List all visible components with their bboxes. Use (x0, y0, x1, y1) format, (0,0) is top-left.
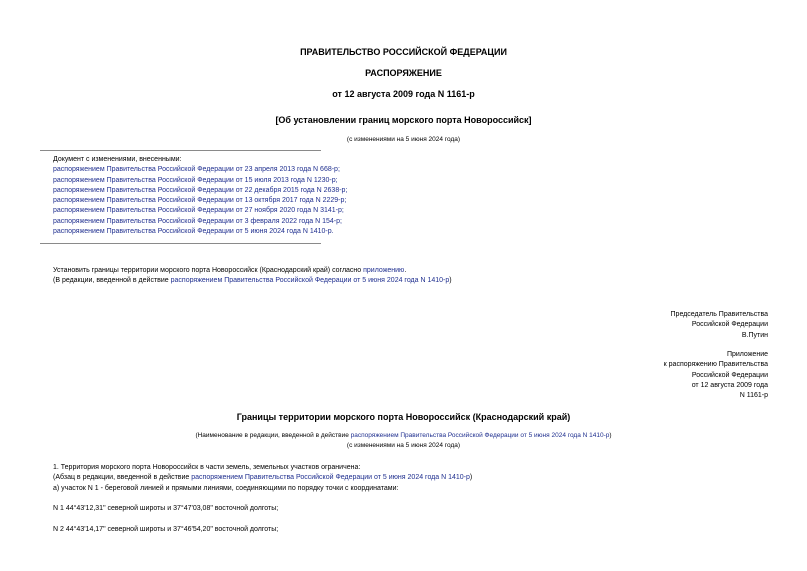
paragraph-1a: а) участок N 1 - береговой линией и прямыми линиями, соединяющими по порядку точки с координатами: (53, 484, 399, 492)
amendment-link[interactable]: распоряжением Правительства Российской Федерации от 15 июля 2013 года N 1230-р; (53, 176, 338, 184)
edit-note-prefix: (В редакции, введенной в действие (53, 277, 171, 285)
appendix-section-1: 1. Территория морского порта Новороссийск в части земель, земельных участков ограничена: (Абзац в редакции, введенной в действие распоряжением Правительства Российской Федерации от 5 июня 2024 года N 1410-р) а) участок N 1 - береговой линией и прямыми линиями, соединяющими по порядку точки с координатами: (53, 463, 472, 494)
appendix-revision-note: (с изменениями на 5 июня 2024 года) (346, 442, 461, 449)
paragraph-1: 1. Территория морского порта Новороссийск в части земель, земельных участков ограничена: (53, 464, 361, 471)
document-date-number: от 12 августа 2009 года N 1161-р (332, 89, 475, 99)
divider-bottom (40, 243, 321, 244)
signature-position: Председатель Правительства (670, 311, 768, 318)
amendment-link[interactable]: распоряжением Правительства Российской Федерации от 23 апреля 2013 года N 668-р; (53, 166, 340, 174)
amendments-intro: Документ с изменениями, внесенными: (53, 156, 182, 163)
amendments-list (53, 155, 347, 237)
revision-note: (с изменениями на 5 июня 2024 года) (346, 136, 461, 143)
document-title: [Об установлении границ морского порта Новороссийск] (275, 115, 532, 125)
paragraph-1-edit-link[interactable]: распоряжением Правительства Российской Федерации от 5 июня 2024 года N 1410-р (191, 474, 470, 482)
edit-note-link[interactable]: распоряжением Правительства Российской Федерации от 5 июня 2024 года N 1410-р (170, 277, 450, 285)
appendix-reference: Приложение к распоряжению Правительства Российской Федерации от 12 августа 2009 года N 1161-р (663, 351, 768, 400)
signature-block (671, 310, 768, 341)
appendix-title: Границы территории морского порта Новороссийск (Краснодарский край) (236, 412, 571, 422)
amendment-link[interactable]: распоряжением Правительства Российской Федерации от 5 июня 2024 года N 1410-р. (53, 228, 334, 236)
signature-name: В.Путин (741, 331, 768, 339)
document-type: РАСПОРЯЖЕНИЕ (365, 68, 442, 78)
appendix-link[interactable]: приложению (363, 267, 405, 274)
appendix-name-note: (Наименование в редакции, введенной в действие распоряжением Правительства Российской Федерации от 5 июня 2024 года N 1410-р) (195, 432, 612, 439)
main-paragraph: Установить границы территории морского порта Новороссийск (Краснодарский край) согласно приложению. (В редакции, введенной в действие распоряжением Правительства Российской Федерации от 5 июня 2024 года N 1410-р) (53, 267, 452, 285)
divider-top (40, 150, 321, 151)
main-text: Установить границы территории морского порта Новороссийск (Краснодарский край) согласно (53, 267, 364, 274)
amendment-link[interactable]: распоряжением Правительства Российской Федерации от 13 октября 2017 года N 2229-р; (53, 197, 347, 205)
amendment-link[interactable]: распоряжением Правительства Российской Федерации от 3 февраля 2022 года N 154-р; (53, 217, 342, 225)
org-name: ПРАВИТЕЛЬСТВО РОССИЙСКОЙ ФЕДЕРАЦИИ (300, 47, 507, 57)
signature-country: Российской Федерации (691, 321, 768, 329)
coordinate-point: N 2 44°43'14,17" северной широты и 37°46'54,20" восточной долготы; (53, 526, 279, 533)
appendix-name-note-link[interactable]: распоряжением Правительства Российской Федерации от 5 июня 2024 года N 1410-р (350, 432, 610, 439)
amendment-link[interactable]: распоряжением Правительства Российской Федерации от 27 ноября 2020 года N 3141-р; (53, 207, 344, 215)
coordinate-point: N 1 44°43'12,31" северной широты и 37°47'03,08" восточной долготы; (53, 505, 279, 512)
amendment-link[interactable]: распоряжением Правительства Российской Федерации от 22 декабря 2015 года N 2638-р; (53, 186, 348, 194)
